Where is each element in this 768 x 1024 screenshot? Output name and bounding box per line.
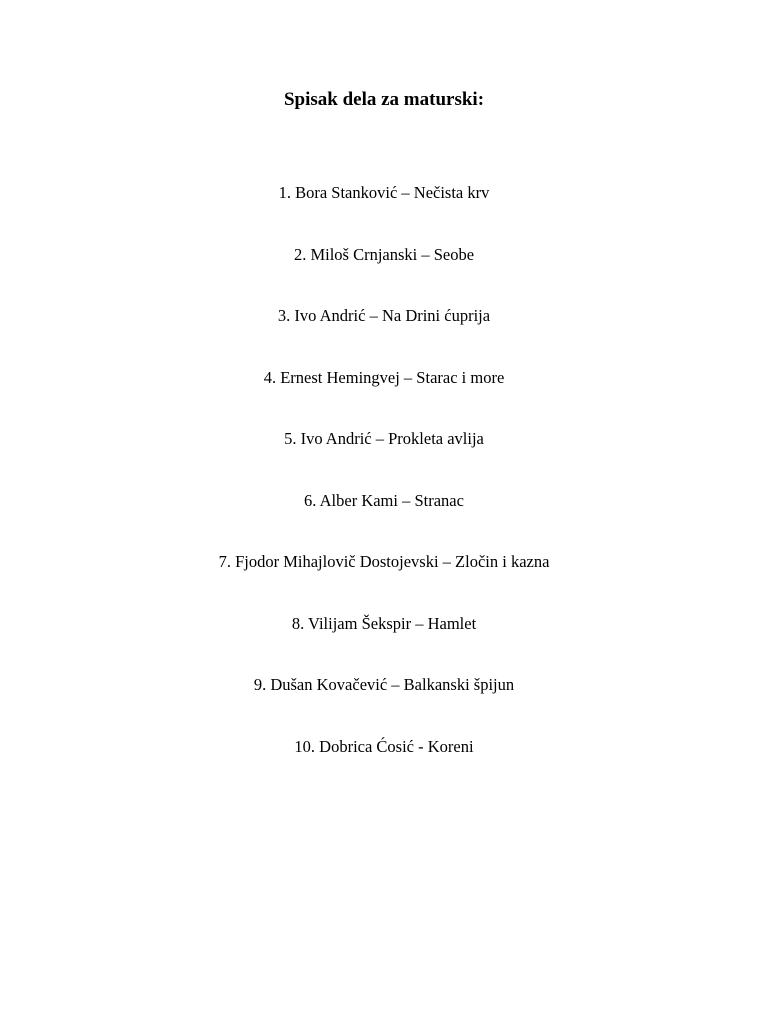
list-item: 4. Ernest Hemingvej – Starac i more — [263, 367, 505, 387]
list-item: 9. Dušan Kovačević – Balkanski špijun — [253, 675, 515, 694]
list-item: 6. Alber Kami – Stranac — [304, 490, 464, 510]
document-title: Spisak dela za maturski: — [283, 89, 485, 110]
list-item: 8. Vilijam Šekspir – Hamlet — [291, 613, 477, 633]
list-item: 1. Bora Stanković – Nečista krv — [278, 183, 490, 202]
list-item: 3. Ivo Andrić – Na Drini ćuprija — [277, 306, 491, 325]
list-item: 5. Ivo Andrić – Prokleta avlija — [284, 429, 484, 448]
list-item: 2. Miloš Crnjanski – Seobe — [293, 244, 475, 264]
list-item: 7. Fjodor Mihajlovič Dostojevski – Zločin i kazna — [218, 552, 550, 571]
works-list — [0, 181, 768, 796]
list-item: 10. Dobrica Ćosić - Koreni — [294, 736, 474, 756]
